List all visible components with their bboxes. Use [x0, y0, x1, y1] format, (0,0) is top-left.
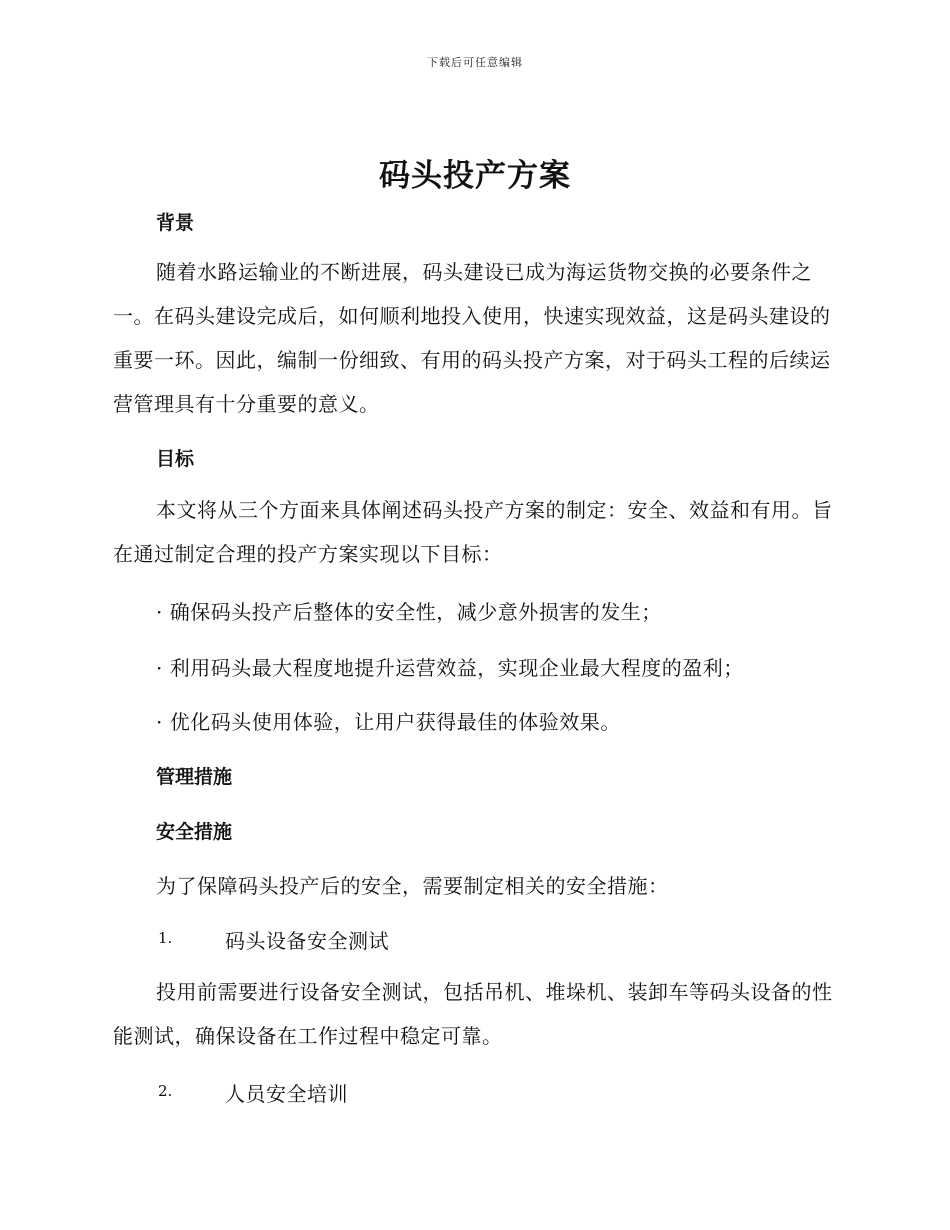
item-title-1: 码头设备安全测试 — [225, 929, 389, 953]
heading-management: 管理措施 — [156, 766, 233, 788]
item-number-1: 1. — [158, 929, 173, 947]
goal-bullet-1: · 确保码头投产后整体的安全性，减少意外损害的发生； — [156, 600, 662, 624]
paragraph-item-1: 投用前需要进行设备安全测试，包括吊机、堆垛机、装卸车等码头设备的性能测试，确保设备在工作过程中稳定可靠。 — [113, 980, 833, 1048]
item-number-2: 2. — [158, 1082, 173, 1100]
heading-goals: 目标 — [156, 448, 195, 470]
paragraph-background: 随着水路运输业的不断进展，码头建设已成为海运货物交换的必要条件之一。在码头建设完成后，如何顺利地投入使用，快速实现效益，这是码头建设的重要一环。因此，编制一份细致、有用的码头投产方案，对于码头工程的后续运营管理具有十分重要的意义。 — [113, 260, 831, 416]
document-title: 码头投产方案 — [379, 158, 571, 194]
goal-bullet-2: · 利用码头最大程度地提升运营效益，实现企业最大程度的盈利； — [156, 656, 744, 680]
heading-background: 背景 — [156, 212, 195, 234]
item-title-2: 人员安全培训 — [225, 1082, 348, 1106]
paragraph-safety-intro: 为了保障码头投产后的安全，需要制定相关的安全措施： — [156, 874, 669, 898]
heading-safety: 安全措施 — [156, 821, 233, 843]
header-note: 下载后可任意编辑 — [427, 56, 523, 69]
goal-bullet-3: · 优化码头使用体验，让用户获得最佳的体验效果。 — [156, 710, 621, 734]
paragraph-goals: 本文将从三个方面来具体阐述码头投产方案的制定：安全、效益和有用。旨在通过制定合理的投产方案实现以下目标： — [113, 498, 833, 566]
